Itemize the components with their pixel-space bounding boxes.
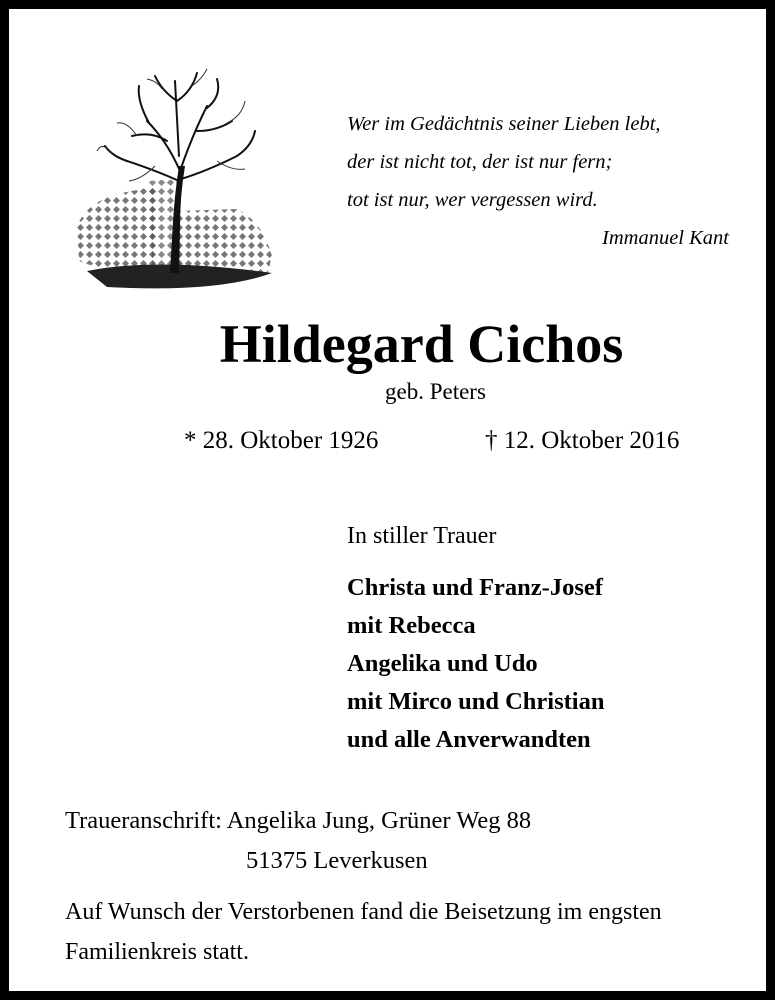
tree-illustration-icon	[67, 61, 282, 296]
mourner-line: und alle Anverwandten	[347, 726, 591, 753]
mourner-line: Christa und Franz-Josef	[347, 574, 603, 601]
quote-block	[347, 105, 737, 257]
address-line: Traueranschrift: Angelika Jung, Grüner Weg 88	[65, 807, 532, 834]
quote-line: tot ist nur, wer vergessen wird.	[347, 189, 598, 211]
mourner-line: Angelika und Udo	[347, 650, 538, 677]
quote-line: der ist nicht tot, der ist nur fern;	[347, 151, 613, 173]
death-date: † 12. Oktober 2016	[485, 427, 680, 454]
quote-author: Immanuel Kant	[602, 227, 729, 249]
mourner-line: mit Rebecca	[347, 612, 476, 639]
born-name: geb. Peters	[385, 379, 486, 404]
quote-line: Wer im Gedächtnis seiner Lieben lebt,	[347, 113, 661, 135]
mourner-line: mit Mirco und Christian	[347, 688, 605, 715]
address-city: 51375 Leverkusen	[246, 847, 428, 874]
deceased-name: Hildegard Cichos	[219, 314, 624, 374]
mourners-list	[347, 569, 605, 759]
mourning-address	[65, 801, 531, 881]
mourning-intro: In stiller Trauer	[347, 523, 497, 549]
burial-note: Auf Wunsch der Verstorbenen fand die Beisetzung im engsten Familienkreis statt.	[65, 899, 662, 965]
birth-date: * 28. Oktober 1926	[184, 427, 379, 454]
